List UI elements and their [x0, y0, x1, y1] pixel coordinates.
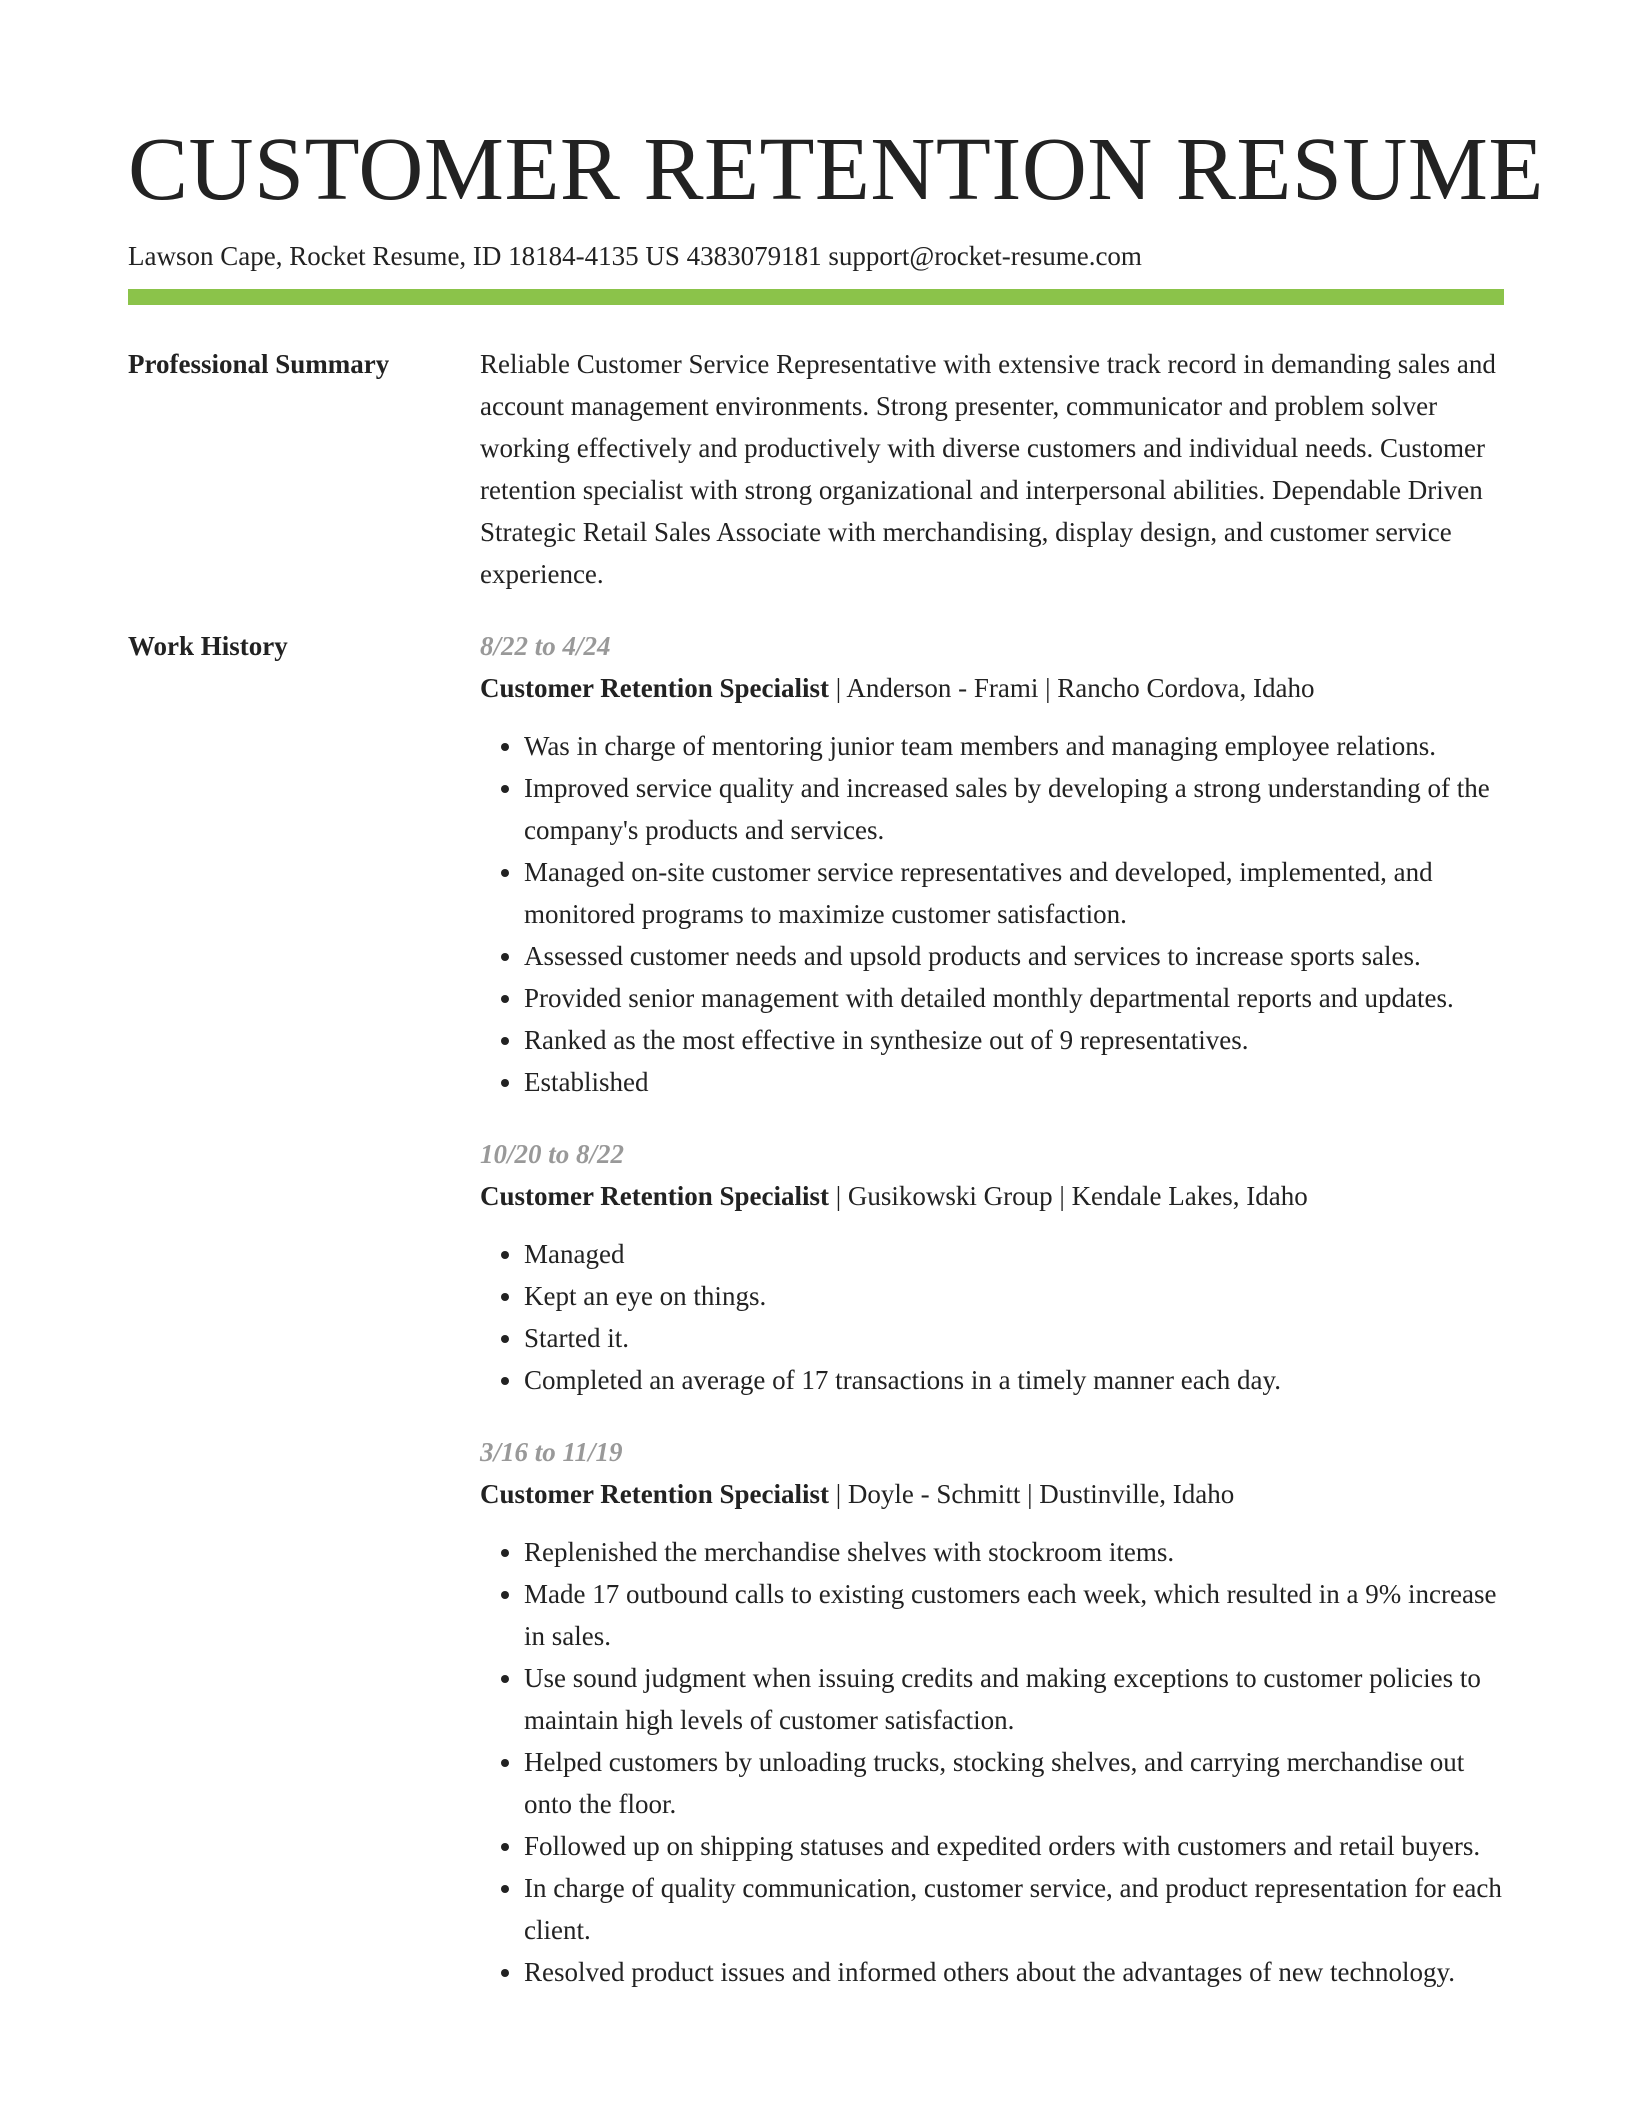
job-list	[480, 625, 1504, 2023]
job-title-line	[480, 1175, 1504, 1217]
separator: |	[828, 1181, 848, 1211]
separator: |	[1038, 673, 1058, 703]
resume-page	[128, 0, 1544, 2023]
job-entry	[480, 625, 1504, 1103]
job-bullet: • Ranked as the most effective in synthesize out of 9 representatives.	[524, 1019, 1504, 1061]
job-bullet: • Assessed customer needs and upsold products and services to increase sports sales.	[524, 935, 1504, 977]
accent-divider	[128, 289, 1504, 305]
job-location: Dustinville, Idaho	[1039, 1479, 1235, 1509]
job-title-line	[480, 1473, 1504, 1515]
section-label: Professional Summary	[128, 349, 390, 379]
job-bullet: • Provided senior management with detailed monthly departmental reports and updates.	[524, 977, 1504, 1019]
job-entry	[480, 1431, 1504, 1993]
job-bullet: • Resolved product issues and informed others about the advantages of new technology.	[524, 1951, 1504, 1993]
separator: |	[828, 1479, 848, 1509]
separator: |	[1052, 1181, 1072, 1211]
job-title: Customer Retention Specialist	[480, 673, 829, 703]
job-bullet: • In charge of quality communication, customer service, and product representation for each client.	[524, 1867, 1504, 1951]
professional-summary-section	[128, 343, 1504, 595]
job-bullet: • Made 17 outbound calls to existing customers each week, which resulted in a 9% increase in sales.	[524, 1573, 1504, 1657]
job-company: Doyle - Schmitt	[847, 1479, 1021, 1509]
job-title: Customer Retention Specialist	[480, 1181, 829, 1211]
job-entry	[480, 1133, 1504, 1401]
job-bullet: • Replenished the merchandise shelves with stockroom items.	[524, 1531, 1504, 1573]
job-bullet: • Managed on-site customer service representatives and developed, implemented, and monitored programs to maximize customer satisfaction.	[524, 851, 1504, 935]
job-bullet: • Completed an average of 17 transactions in a timely manner each day.	[524, 1359, 1504, 1401]
job-bullet: • Started it.	[524, 1317, 1504, 1359]
contact-line: Lawson Cape, Rocket Resume, ID 18184-4135 US 4383079181 support@rocket-resume.com	[128, 241, 1142, 271]
job-bullet: • Helped customers by unloading trucks, stocking shelves, and carrying merchandise out onto the floor.	[524, 1741, 1504, 1825]
work-history-section	[128, 625, 1504, 2023]
job-bullet: • Use sound judgment when issuing credits and making exceptions to customer policies to maintain high levels of customer satisfaction.	[524, 1657, 1504, 1741]
job-bullet: • Was in charge of mentoring junior team members and managing employee relations.	[524, 725, 1504, 767]
job-title: Customer Retention Specialist	[480, 1479, 829, 1509]
summary-text: Reliable Customer Service Representative with extensive track record in demanding sales and account management environments. Strong presenter, communicator and problem solver working effectively and productively with diverse customers and individual needs. Customer retention specialist with strong organizational and interpersonal abilities. Dependable Driven Strategic Retail Sales Associate with merchandising, display design, and customer service experience.	[480, 349, 1496, 589]
job-bullet: • Improved service quality and increased sales by developing a strong understanding of the company's products and services.	[524, 767, 1504, 851]
job-bullet-list	[480, 725, 1504, 1103]
separator: |	[828, 673, 847, 703]
job-bullet: • Kept an eye on things.	[524, 1275, 1504, 1317]
separator: |	[1020, 1479, 1040, 1509]
job-dates: 10/20 to 8/22	[480, 1139, 625, 1169]
resume-title: CUSTOMER RETENTION RESUME	[128, 120, 1544, 219]
job-location: Rancho Cordova, Idaho	[1057, 673, 1315, 703]
job-bullet-list	[480, 1531, 1504, 1993]
job-dates: 3/16 to 11/19	[480, 1437, 623, 1467]
job-title-line	[480, 667, 1504, 709]
job-company: Gusikowski Group	[847, 1181, 1053, 1211]
job-company: Anderson - Frami	[846, 673, 1039, 703]
job-location: Kendale Lakes, Idaho	[1071, 1181, 1308, 1211]
job-bullet: • Managed	[524, 1233, 1504, 1275]
job-bullet-list	[480, 1233, 1504, 1401]
section-label: Work History	[128, 631, 288, 661]
job-dates: 8/22 to 4/24	[480, 631, 611, 661]
job-bullet: • Established	[524, 1061, 1504, 1103]
job-bullet: • Followed up on shipping statuses and expedited orders with customers and retail buyers.	[524, 1825, 1504, 1867]
